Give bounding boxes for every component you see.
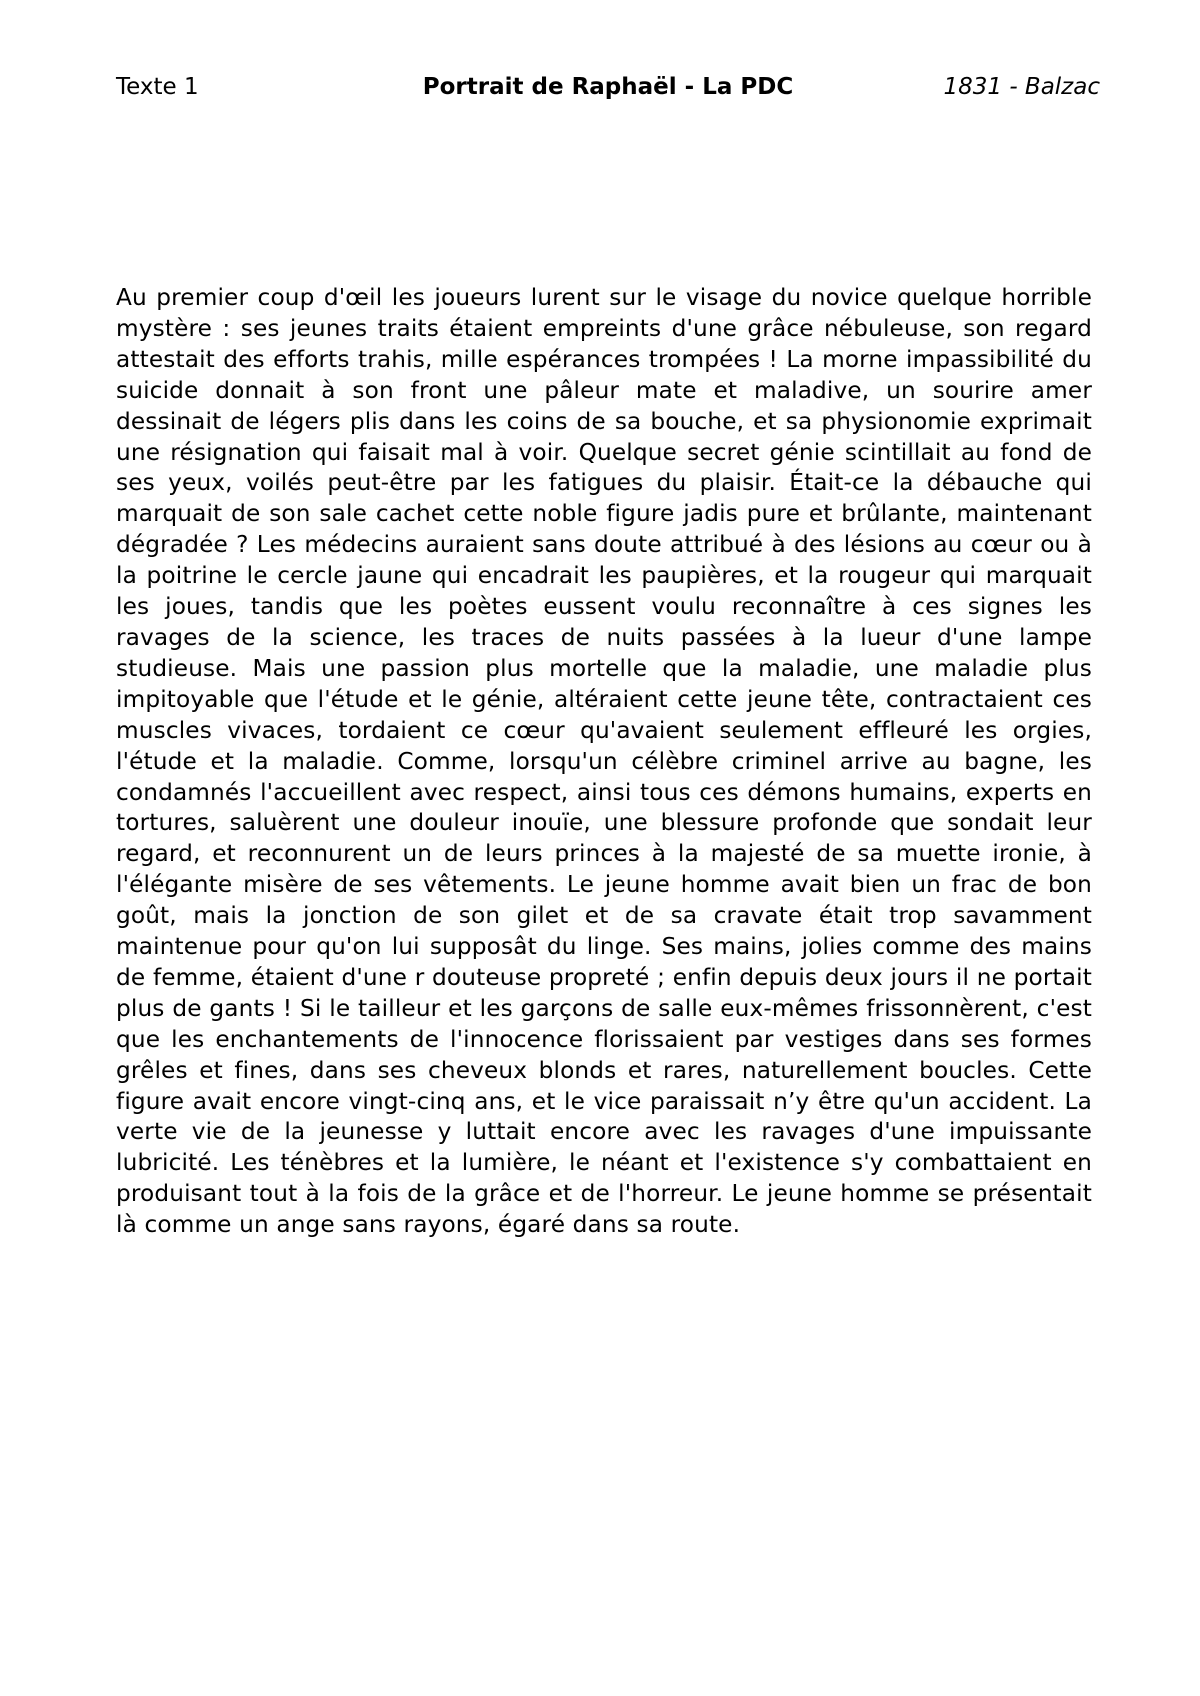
page-header xyxy=(116,70,1100,104)
body-paragraph: Au premier coup d'œil les joueurs lurent sur le visage du novice quelque horrible mystère : ses jeunes traits étaient empreints d'une grâce nébuleuse, son regard attestait des efforts trahis, mille espérances trompées ! La morne impassibilité du suicide donnait à son front une pâleur mate et maladive, un sourire amer dessinait de légers plis dans les coins de sa bouche, et sa physionomie exprimait une résignation qui faisait mal à voir. Quelque secret génie scintillait au fond de ses yeux, voilés peut-être par les fatigues du plaisir. Était-ce la débauche qui marquait de son sale cachet cette noble figure jadis pure et brûlante, maintenant dégradée ? Les médecins auraient sans doute attribué à des lésions au cœur ou à la poitrine le cercle jaune qui encadrait les paupières, et la rougeur qui marquait les joues, tandis que les poètes eussent voulu reconnaître à ces signes les ravages de la science, les traces de nuits passées à la lueur d'une lampe studieuse. Mais une passion plus mortelle que la maladie, une maladie plus impitoyable que l'étude et le génie, altéraient cette jeune tête, contractaient ces muscles vivaces, tordaient ce cœur qu'avaient seulement effleuré les orgies, l'étude et la maladie. Comme, lorsqu'un célèbre criminel arrive au bagne, les condamnés l'accueillent avec respect, ainsi tous ces démons humains, experts en tortures, saluèrent une douleur inouïe, une blessure profonde que sondait leur regard, et reconnurent un de leurs princes à la majesté de sa muette ironie, à l'élégante misère de ses vêtements. Le jeune homme avait bien un frac de bon goût, mais la jonction de son gilet et de sa cravate était trop savamment maintenue pour qu'on lui supposât du linge. Ses mains, jolies comme des mains de femme, étaient d'une r douteuse propreté ; enfin depuis deux jours il ne portait plus de gants ! Si le tailleur et les garçons de salle eux-mêmes frissonnèrent, c'est que les enchantements de l'innocence florissaient par vestiges dans ses formes grêles et fines, dans ses cheveux blonds et rares, naturellement boucles. Cette figure avait encore vingt-cinq ans, et le vice paraissait n’y être qu'un accident. La verte vie de la jeunesse y luttait encore avec les ravages d'une impuissante lubricité. Les ténèbres et la lumière, le néant et l'existence s'y combattaient en produisant tout à la fois de la grâce et de l'horreur. Le jeune homme se présentait là comme un ange sans rayons, égaré dans sa route. xyxy=(116,284,1092,1239)
date-author: 1831 - Balzac xyxy=(943,74,1100,100)
document-title: Portrait de Raphaël - La PDC xyxy=(422,74,794,100)
text-number: Texte 1 xyxy=(116,74,199,100)
